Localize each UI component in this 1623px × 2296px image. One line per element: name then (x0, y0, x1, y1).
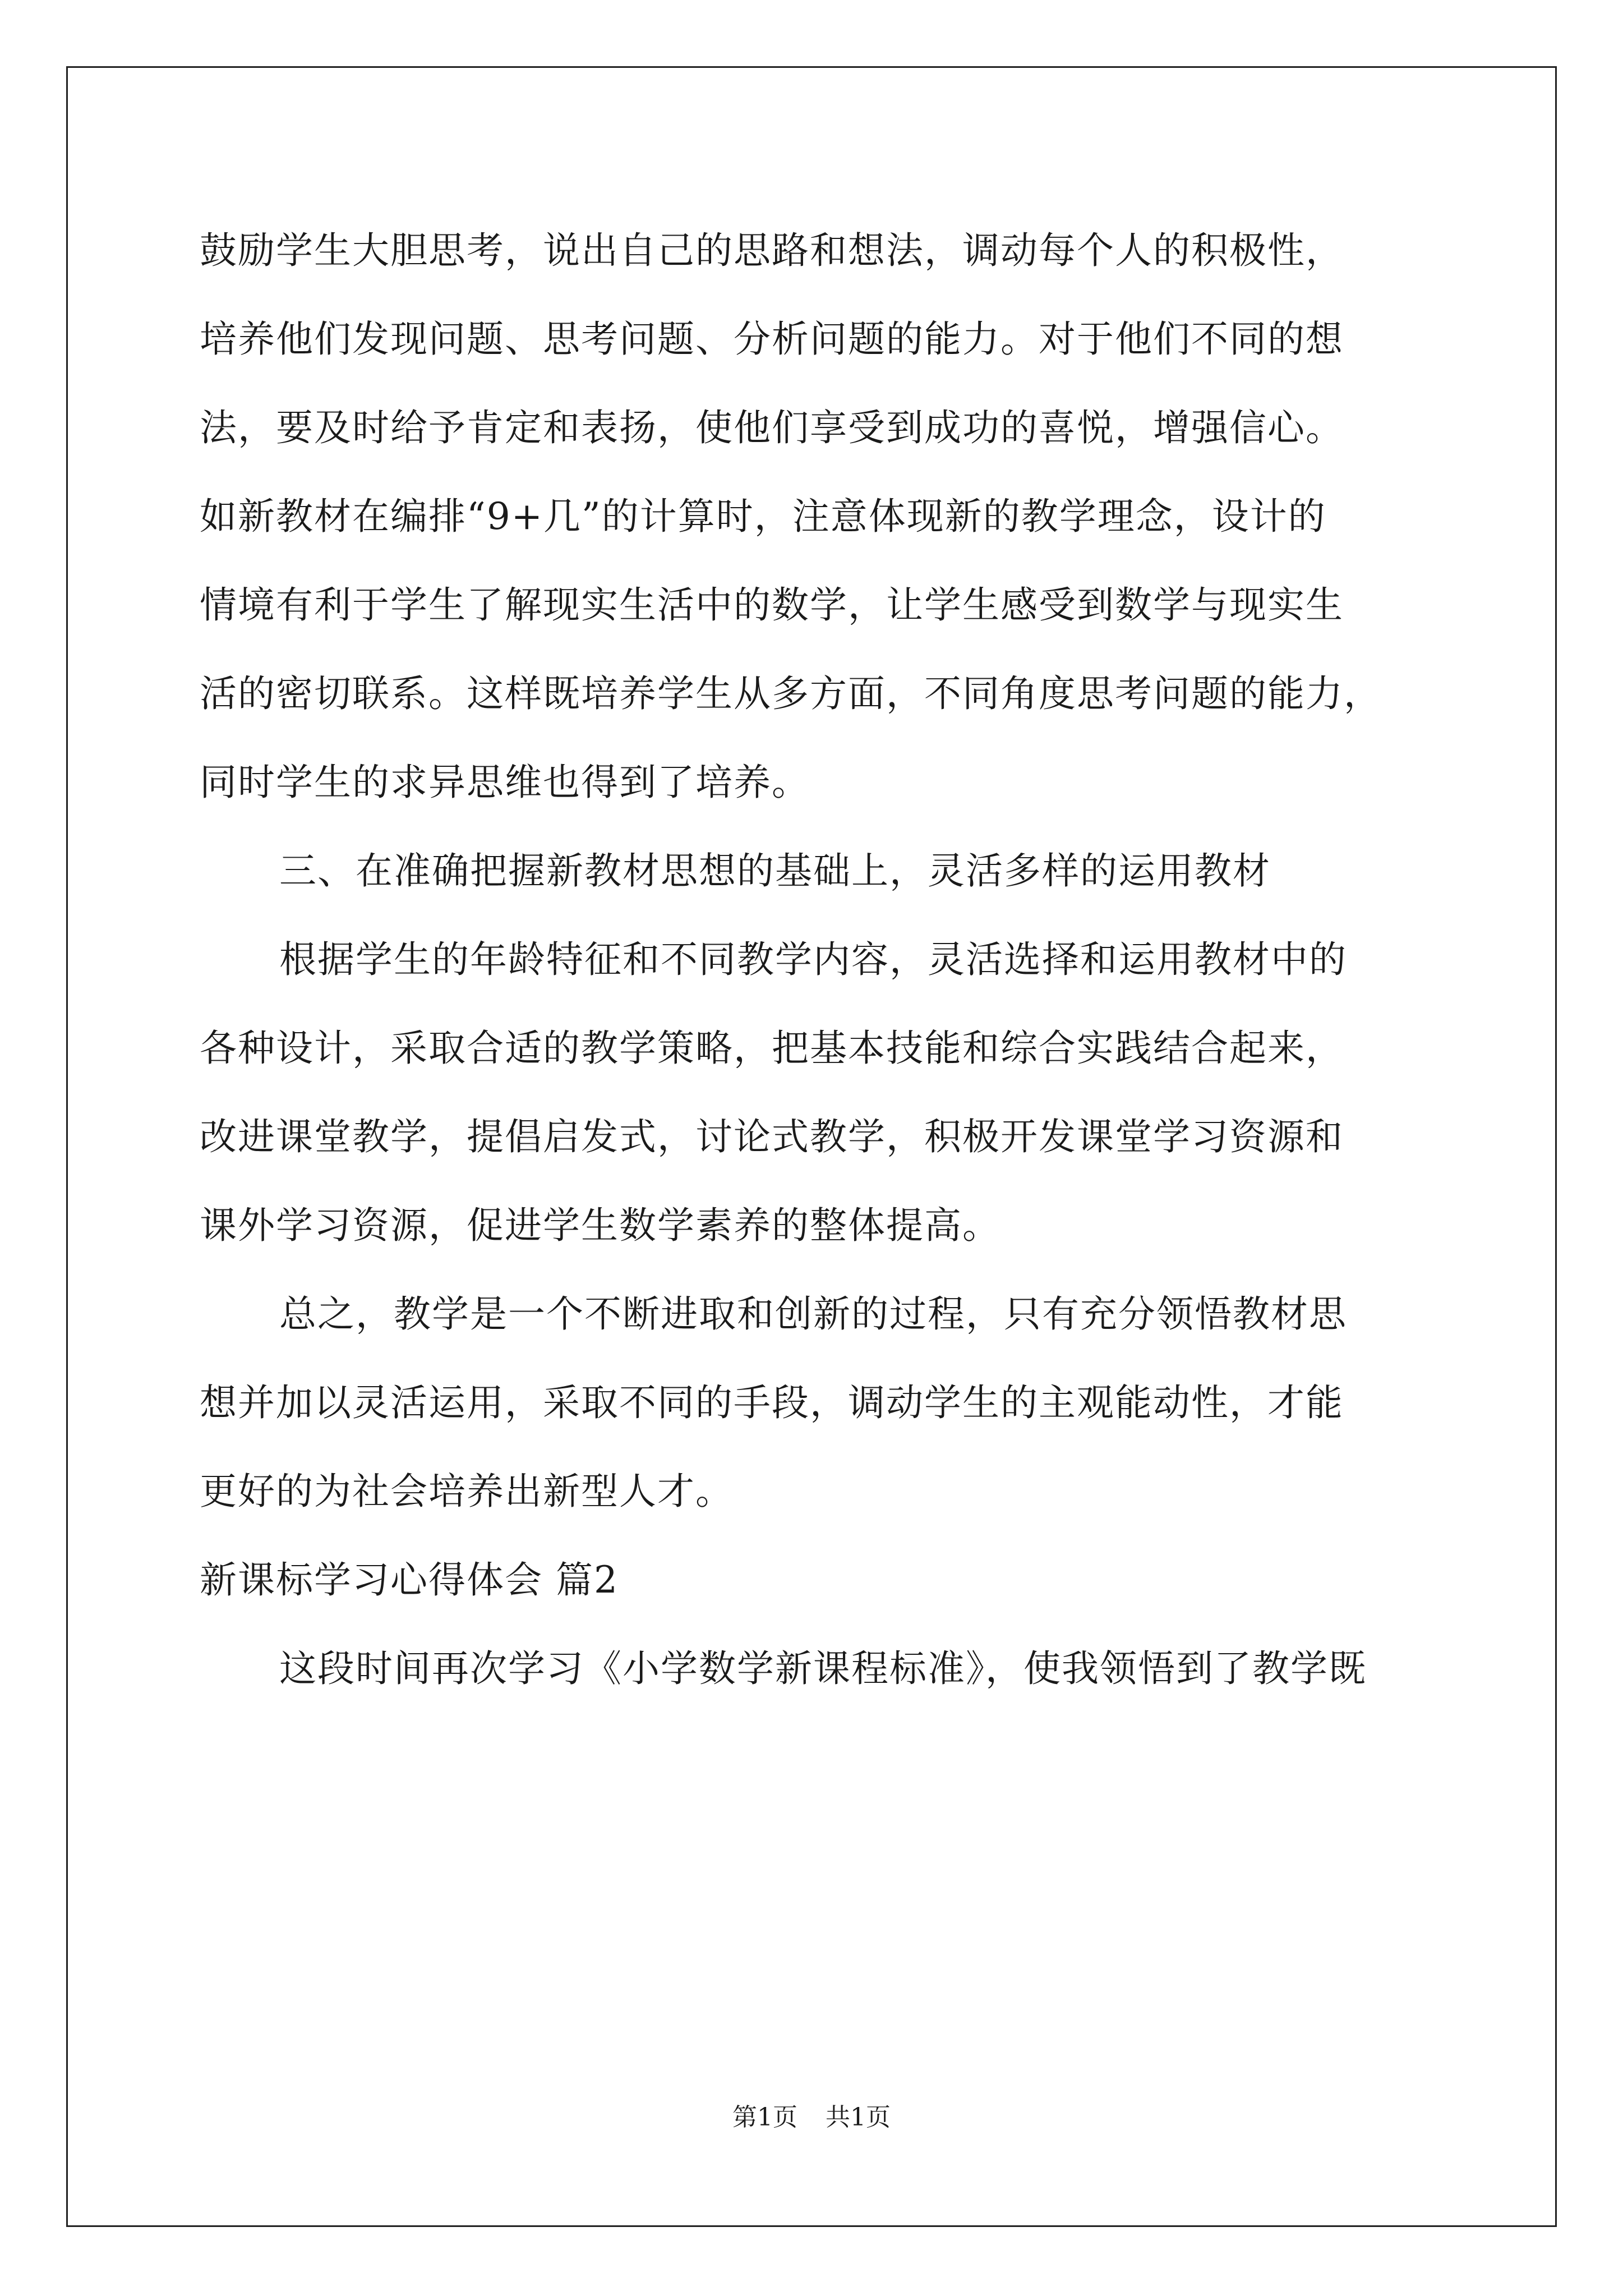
page-number-current: 第1页 (732, 2103, 797, 2132)
text-line: 各种设计，采取合适的教学策略，把基本技能和综合实践结合起来， (200, 1027, 1344, 1070)
text-line: 活的密切联系。这样既培养学生从多方面，不同角度思考问题的能力， (200, 672, 1382, 715)
text-line: 同时学生的求异思维也得到了培养。 (200, 761, 810, 804)
text-line: 法，要及时给予肯定和表扬，使他们享受到成功的喜悦，增强信心。 (200, 406, 1344, 449)
text-line: 总之，教学是一个不断进取和创新的过程，只有充分领悟教材思 (279, 1292, 1347, 1336)
page-number-total: 共1页 (826, 2103, 891, 2132)
page-footer (0, 2101, 1623, 2134)
text-line: 鼓励学生大胆思考，说出自己的思路和想法，调动每个人的积极性， (200, 229, 1344, 272)
text-line: 这段时间再次学习《小学数学新课程标准》，使我领悟到了教学既 (279, 1647, 1367, 1690)
section-heading: 三、在准确把握新教材思想的基础上，灵活多样的运用教材 (279, 849, 1271, 892)
text-line: 课外学习资源，促进学生数学素养的整体提高。 (200, 1204, 1000, 1247)
document-body (200, 206, 1428, 1713)
text-line: 更好的为社会培养出新型人才。 (200, 1470, 734, 1513)
text-line: 培养他们发现问题、思考问题、分析问题的能力。对于他们不同的想 (200, 318, 1344, 361)
text-line: 如新教材在编排“9+几”的计算时，注意体现新的教学理念，设计的 (200, 495, 1326, 538)
article-title: 新课标学习心得体会 篇2 (200, 1558, 619, 1602)
text-line: 情境有利于学生了解现实生活中的数学，让学生感受到数学与现实生 (200, 583, 1344, 627)
text-line: 想并加以灵活运用，采取不同的手段，调动学生的主观能动性，才能 (200, 1381, 1344, 1424)
text-line: 改进课堂教学，提倡启发式，讨论式教学，积极开发课堂学习资源和 (200, 1115, 1344, 1158)
text-line: 根据学生的年龄特征和不同教学内容，灵活选择和运用教材中的 (279, 938, 1347, 981)
